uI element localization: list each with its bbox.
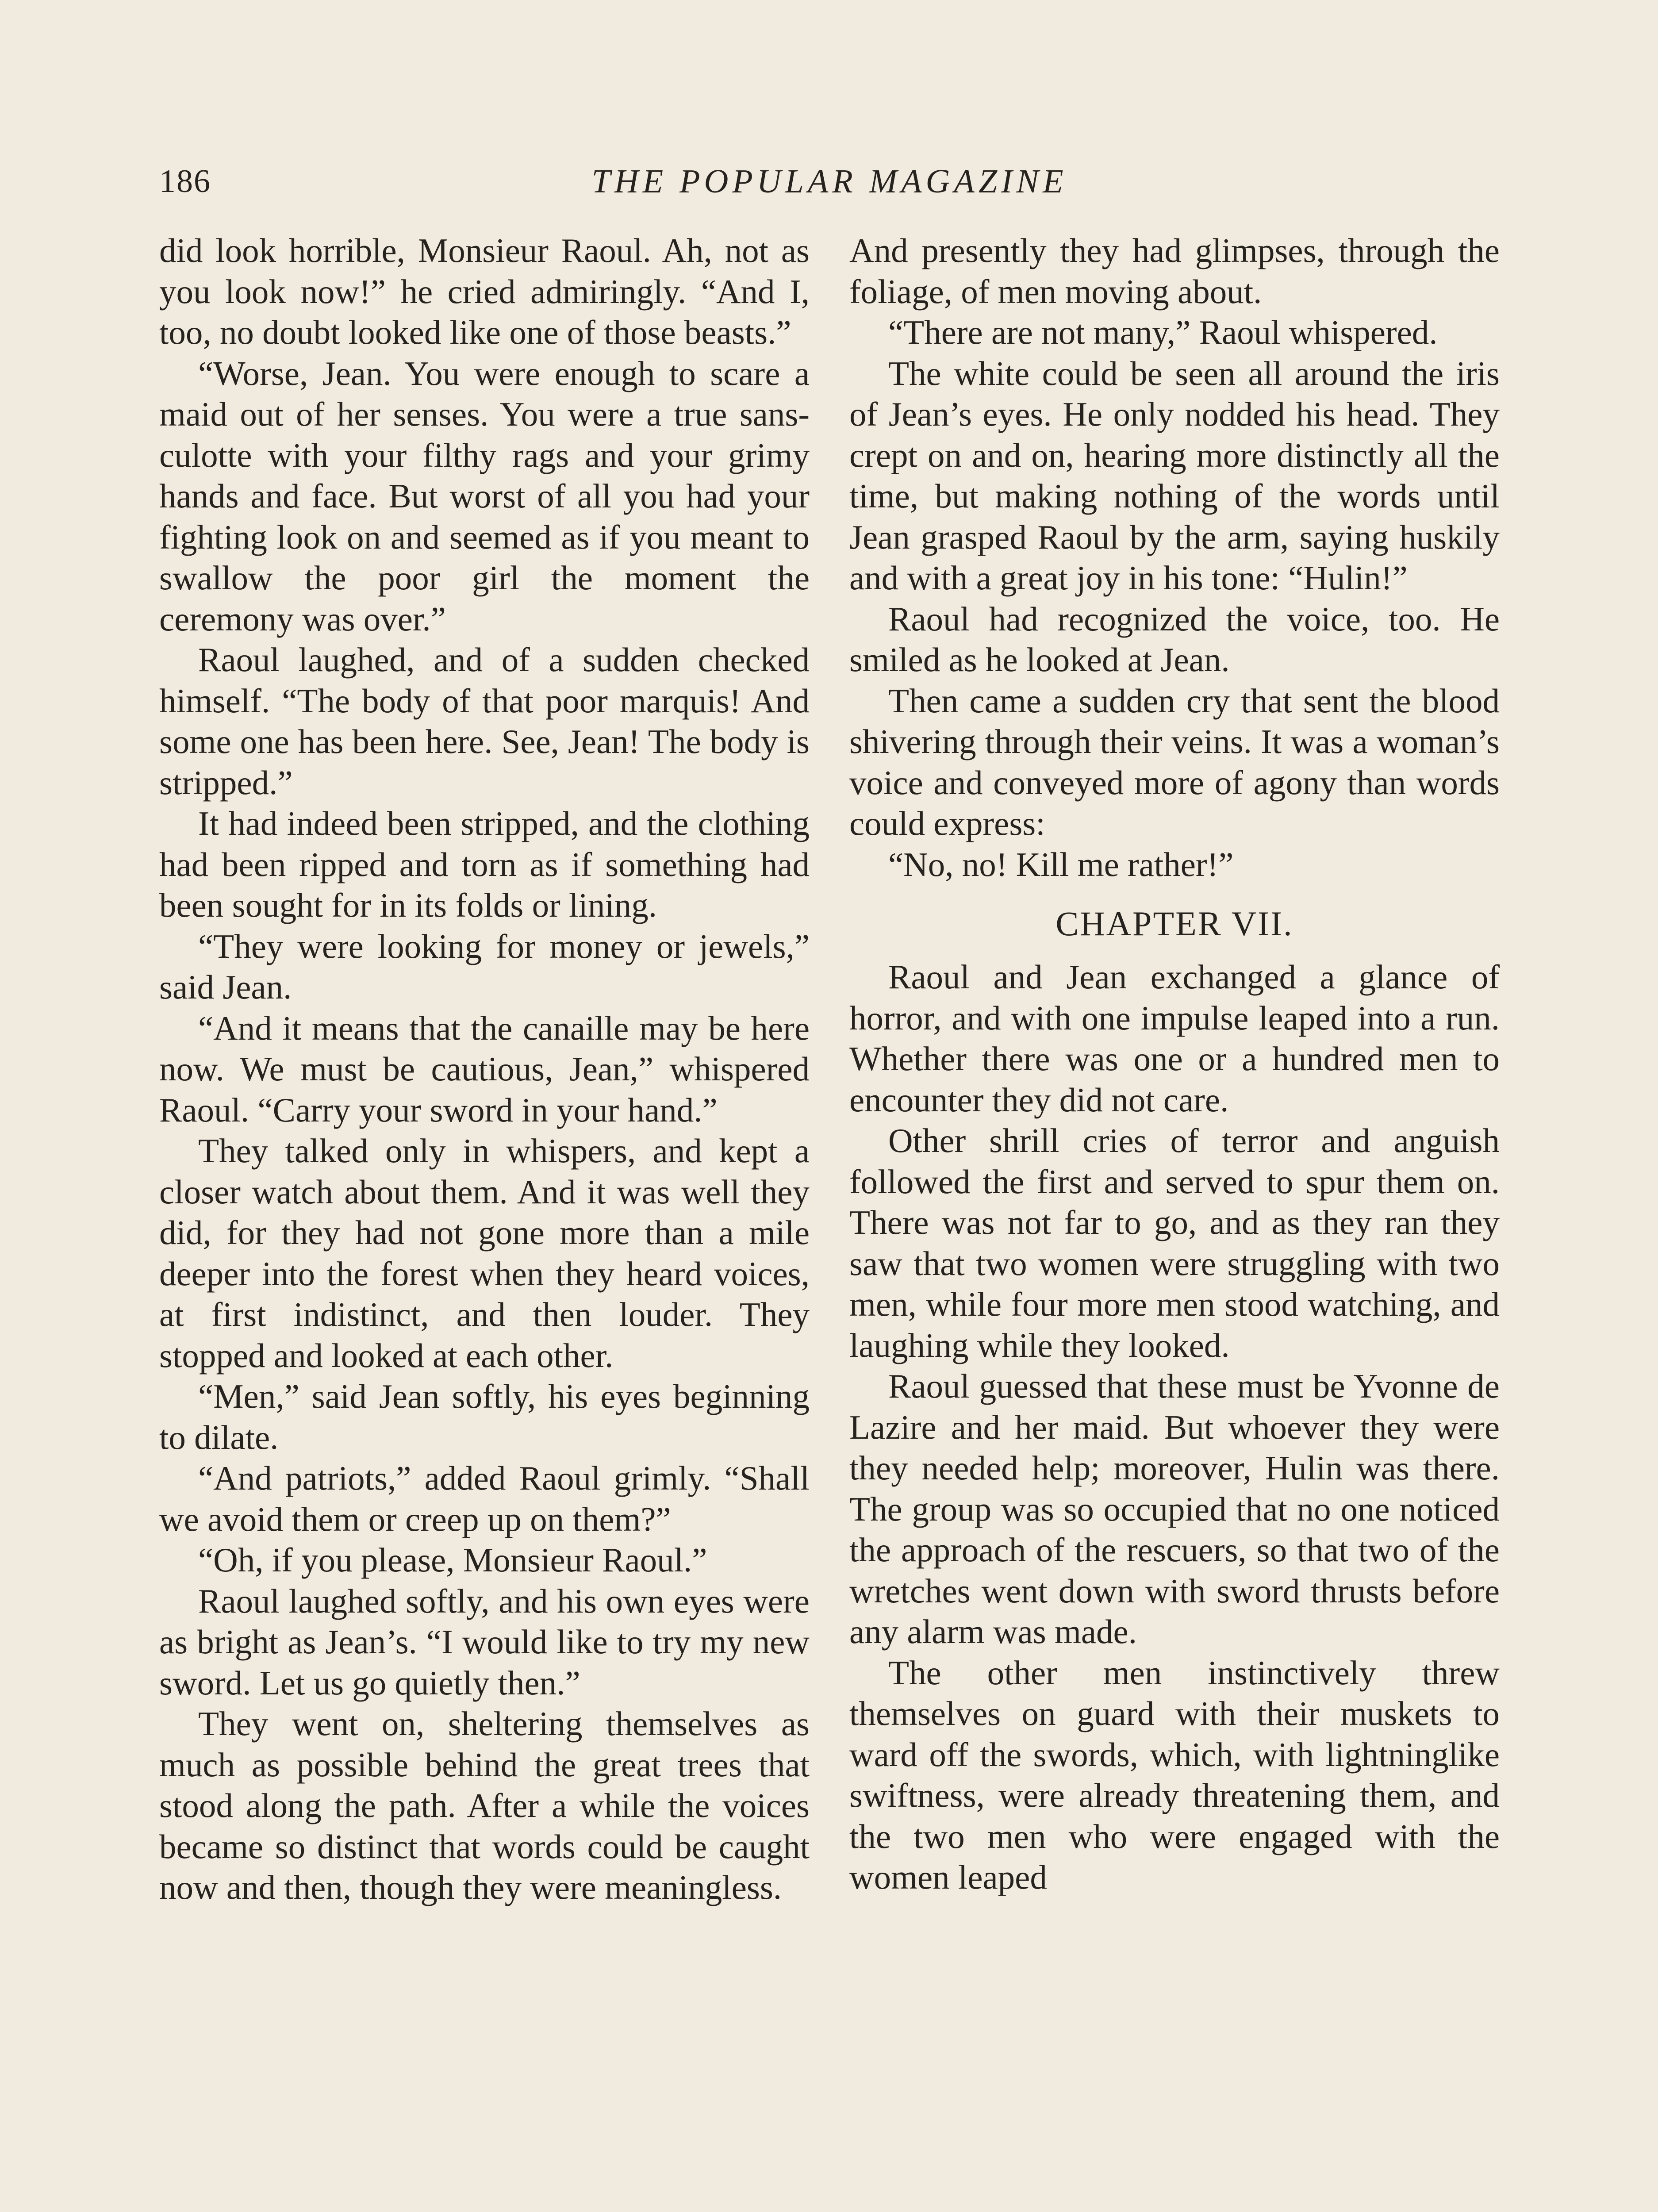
page-number: 186 <box>159 163 211 200</box>
paragraph: Raoul and Jean exchanged a glance of horror, and with one impulse leaped into a run. Whether there was one or a hundred men to encounter they did not care. <box>849 958 1500 1119</box>
paragraph: Raoul laughed, and of a sudden checked himself. “The body of that poor marquis! And some one has been here. See, Jean! The body is stripped.” <box>159 641 810 802</box>
running-title: THE POPULAR MAGAZINE <box>591 163 1067 200</box>
paragraph: Other shrill cries of terror and anguish followed the first and served to spur them on. There was not far to go, and as they ran they saw that two women were struggling with two men, while four more men stood watching, and laughing while they looked. <box>849 1121 1500 1364</box>
paragraph: “And patriots,” added Raoul grimly. “Shall we avoid them or creep up on them?” <box>159 1459 810 1538</box>
paragraph: Raoul had recognized the voice, too. He smiled as he looked at Jean. <box>849 599 1500 679</box>
paragraph: “There are not many,” Raoul whispered. <box>888 313 1438 351</box>
paragraph: Raoul guessed that these must be Yvonne de Lazire and her maid. But whoever they were they needed help; moreover, Hulin was there. The group was so occupied that no one noticed the approach of the rescuers, so that two of the wretches went down with sword thrusts before any alarm was made. <box>849 1367 1500 1651</box>
paragraph: They talked only in whispers, and kept a closer watch about them. And it was well they did, for they had not gone more than a mile deeper into the forest when they heard voices, at first indistinct, and then louder. They stopped and looked at each other. <box>159 1132 810 1375</box>
paragraph: “Men,” said Jean softly, his eyes beginning to dilate. <box>159 1377 810 1456</box>
paragraph: Then came a sudden cry that sent the blood shivering through their veins. It was a woman’s voice and conveyed more of agony than words could express: <box>849 681 1500 842</box>
paragraph: It had indeed been stripped, and the clothing had been ripped and torn as if something had been sought for in its folds or lining. <box>159 804 810 924</box>
left-column <box>159 230 810 1908</box>
paragraph: The other men instinctively threw themselves on guard with their muskets to ward off the swords, which, with lightninglike swiftness, were already threatening them, and the two men who were engaged with the women leaped <box>849 1653 1500 1896</box>
paragraph: And presently they had glimpses, through the foliage, of men moving about. <box>849 231 1500 311</box>
paragraph: Raoul laughed softly, and his own eyes were as bright as Jean’s. “I would like to try my new sword. Let us go quietly then.” <box>159 1582 810 1702</box>
paragraph: “And it means that the canaille may be here now. We must be cautious, Jean,” whispered Raoul. “Carry your sword in your hand.” <box>159 1009 810 1129</box>
running-header <box>159 155 1500 208</box>
paragraph: “Oh, if you please, Monsieur Raoul.” <box>198 1541 707 1579</box>
paragraph: did look horrible, Monsieur Raoul. Ah, not as you look now!” he cried admiringly. “And I, too, no doubt looked like one of those beasts.” <box>159 231 810 351</box>
paragraph: The white could be seen all around the iris of Jean’s eyes. He only nodded his head. They crept on and on, hearing more distinctly all the time, but making nothing of the words until Jean grasped Raoul by the arm, saying huskily and with a great joy in his tone: “Hulin!” <box>849 354 1500 597</box>
chapter-heading: CHAPTER VII. <box>1055 904 1293 943</box>
paragraph: “Worse, Jean. You were enough to scare a maid out of her senses. You were a true sans-culotte with your filthy rags and your grimy hands and face. But worst of all you had your fighting look on and seemed as if you meant to swallow the poor girl the moment the ceremony was over.” <box>159 354 810 638</box>
paragraph: “No, no! Kill me rather!” <box>888 845 1234 883</box>
paragraph: They went on, sheltering themselves as much as possible behind the great trees that stood along the path. After a while the voices became so distinct that words could be caught now and then, though they were meaningless. <box>159 1705 810 1906</box>
paragraph: “They were looking for money or jewels,” said Jean. <box>159 927 810 1006</box>
right-column <box>849 230 1500 1898</box>
